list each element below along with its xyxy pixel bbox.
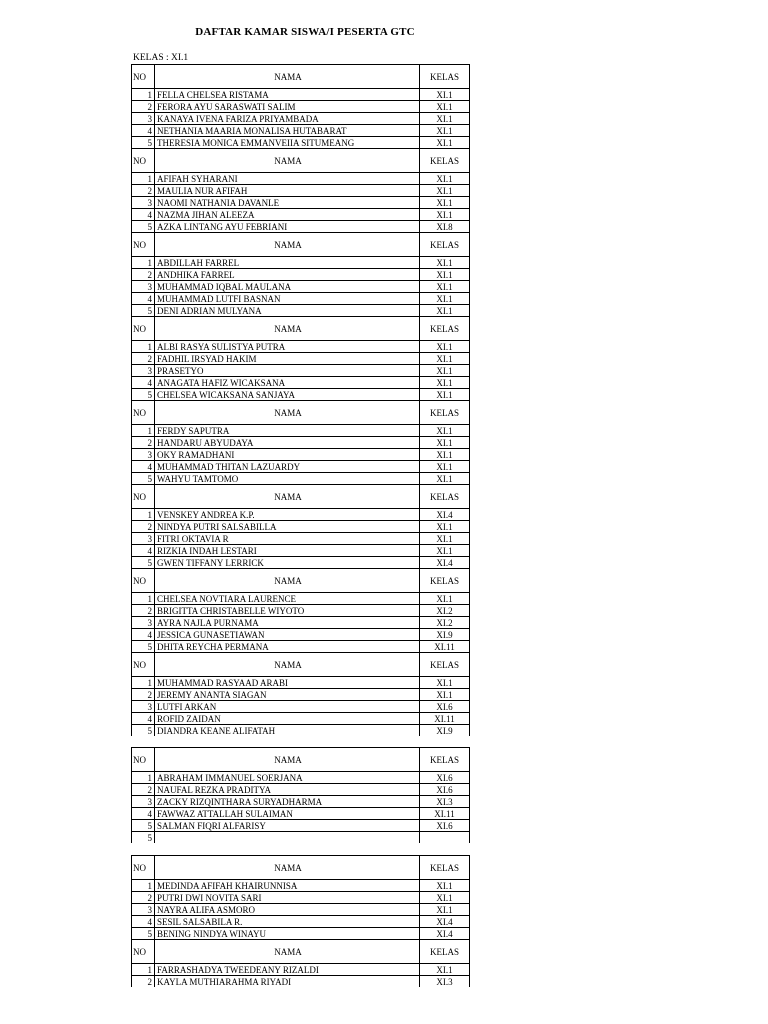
header-nama: NAMA (155, 233, 420, 257)
student-name: KANAYA IVENA FARIZA PRIYAMBADA (155, 113, 420, 125)
row-number: 3 (132, 113, 155, 125)
table-header-row (132, 149, 470, 173)
student-class: XI.1 (420, 137, 470, 149)
room-table (131, 568, 470, 652)
table-row (132, 257, 470, 269)
row-number: 5 (132, 389, 155, 401)
student-name: ROFID ZAIDAN (155, 713, 420, 725)
table-row (132, 916, 470, 928)
student-class: XI.1 (420, 593, 470, 605)
table-row (132, 677, 470, 689)
table-row (132, 629, 470, 641)
header-nama: NAMA (155, 653, 420, 677)
table-row (132, 557, 470, 569)
room-table (131, 939, 470, 987)
student-class: XI.1 (420, 964, 470, 976)
row-number: 1 (132, 772, 155, 784)
student-name: JEREMY ANANTA SIAGAN (155, 689, 420, 701)
student-name: AFIFAH SYHARANI (155, 173, 420, 185)
student-name: FERDY SAPUTRA (155, 425, 420, 437)
student-name: ANDHIKA FARREL (155, 269, 420, 281)
student-name: JESSICA GUNASETIAWAN (155, 629, 420, 641)
row-number: 3 (132, 796, 155, 808)
table-row (132, 209, 470, 221)
header-nama: NAMA (155, 149, 420, 173)
student-name: DHITA REYCHA PERMANA (155, 641, 420, 653)
student-class: XI.2 (420, 605, 470, 617)
room-table (131, 148, 470, 232)
student-class: XI.3 (420, 976, 470, 988)
table-row (132, 533, 470, 545)
row-number: 4 (132, 916, 155, 928)
student-name: BENING NINDYA WINAYU (155, 928, 420, 940)
student-class: XI.1 (420, 281, 470, 293)
table-row (132, 341, 470, 353)
row-number: 3 (132, 701, 155, 713)
student-class: XI.4 (420, 557, 470, 569)
table-header-row (132, 65, 470, 89)
row-number: 2 (132, 437, 155, 449)
table-row (132, 689, 470, 701)
student-name: WAHYU TAMTOMO (155, 473, 420, 485)
header-kelas: KELAS (420, 149, 470, 173)
student-class: XI.6 (420, 784, 470, 796)
table-row (132, 617, 470, 629)
student-class: XI.1 (420, 461, 470, 473)
student-name: RIZKIA INDAH LESTARI (155, 545, 420, 557)
student-class: XI.4 (420, 928, 470, 940)
table-row (132, 89, 470, 101)
table-row (132, 425, 470, 437)
table-row (132, 473, 470, 485)
row-number: 2 (132, 101, 155, 113)
row-number: 2 (132, 269, 155, 281)
header-no: NO (132, 748, 155, 772)
table-row (132, 281, 470, 293)
room-table (131, 232, 470, 316)
student-name: ABRAHAM IMMANUEL SOERJANA (155, 772, 420, 784)
header-no: NO (132, 149, 155, 173)
student-class: XI.1 (420, 257, 470, 269)
student-name: SALMAN FIQRI ALFARISY (155, 820, 420, 832)
student-name (155, 832, 420, 844)
header-kelas: KELAS (420, 569, 470, 593)
table-row (132, 137, 470, 149)
student-class: XI.1 (420, 880, 470, 892)
table-row (132, 521, 470, 533)
row-number: 2 (132, 605, 155, 617)
header-kelas: KELAS (420, 485, 470, 509)
header-nama: NAMA (155, 940, 420, 964)
student-class (420, 832, 470, 844)
student-class: XI.1 (420, 305, 470, 317)
row-number: 5 (132, 221, 155, 233)
table-row (132, 185, 470, 197)
student-name: NAUFAL REZKA PRADITYA (155, 784, 420, 796)
header-no: NO (132, 317, 155, 341)
student-name: NINDYA PUTRI SALSABILLA (155, 521, 420, 533)
row-number: 4 (132, 545, 155, 557)
student-name: FAWWAZ ATTALLAH SULAIMAN (155, 808, 420, 820)
table-row (132, 808, 470, 820)
table-row (132, 796, 470, 808)
header-no: NO (132, 485, 155, 509)
table-header-row (132, 940, 470, 964)
header-kelas: KELAS (420, 653, 470, 677)
table-row (132, 509, 470, 521)
header-no: NO (132, 401, 155, 425)
student-class: XI.6 (420, 772, 470, 784)
student-class: XI.1 (420, 89, 470, 101)
student-class: XI.1 (420, 892, 470, 904)
student-class: XI.3 (420, 796, 470, 808)
table-row (132, 784, 470, 796)
row-number: 4 (132, 293, 155, 305)
row-number: 1 (132, 509, 155, 521)
student-class: XI.1 (420, 185, 470, 197)
table-row (132, 305, 470, 317)
student-class: XI.1 (420, 545, 470, 557)
header-no: NO (132, 65, 155, 89)
row-number: 3 (132, 281, 155, 293)
row-number: 3 (132, 617, 155, 629)
student-name: FITRI OKTAVIA R (155, 533, 420, 545)
row-number: 1 (132, 964, 155, 976)
header-kelas: KELAS (420, 65, 470, 89)
student-name: NAOMI NATHANIA DAVANLE (155, 197, 420, 209)
student-name: CHELSEA WICAKSANA SANJAYA (155, 389, 420, 401)
student-name: FELLA CHELSEA RISTAMA (155, 89, 420, 101)
student-class: XI.6 (420, 820, 470, 832)
student-name: LUTFI ARKAN (155, 701, 420, 713)
header-nama: NAMA (155, 317, 420, 341)
table-row (132, 772, 470, 784)
row-number: 4 (132, 461, 155, 473)
row-number: 1 (132, 593, 155, 605)
table-row (132, 449, 470, 461)
student-class: XI.1 (420, 437, 470, 449)
student-class: XI.1 (420, 113, 470, 125)
table-row (132, 293, 470, 305)
row-number: 1 (132, 257, 155, 269)
student-name: THERESIA MONICA EMMANVEIIA SITUMEANG (155, 137, 420, 149)
student-name: AYRA NAJLA PURNAMA (155, 617, 420, 629)
student-name: GWEN TIFFANY LERRICK (155, 557, 420, 569)
table-row (132, 269, 470, 281)
student-class: XI.9 (420, 629, 470, 641)
table-row (132, 461, 470, 473)
header-nama: NAMA (155, 65, 420, 89)
student-class: XI.1 (420, 293, 470, 305)
student-name: MUHAMMAD RASYAAD ARABI (155, 677, 420, 689)
student-class: XI.11 (420, 713, 470, 725)
header-kelas: KELAS (420, 856, 470, 880)
table-row (132, 964, 470, 976)
student-name: NAYRA ALIFA ASMORO (155, 904, 420, 916)
row-number: 1 (132, 89, 155, 101)
student-name: NAZMA JIHAN ALEEZA (155, 209, 420, 221)
table-row (132, 892, 470, 904)
student-class: XI.1 (420, 904, 470, 916)
student-name: NETHANIA MAARIA MONALISA HUTABARAT (155, 125, 420, 137)
header-nama: NAMA (155, 856, 420, 880)
row-number: 5 (132, 928, 155, 940)
student-class: XI.1 (420, 125, 470, 137)
header-kelas: KELAS (420, 748, 470, 772)
table-header-row (132, 401, 470, 425)
table-header-row (132, 233, 470, 257)
row-number: 1 (132, 173, 155, 185)
student-name: CHELSEA NOVTIARA LAURENCE (155, 593, 420, 605)
student-name: ZACKY RIZQINTHARA SURYADHARMA (155, 796, 420, 808)
header-kelas: KELAS (420, 317, 470, 341)
room-table (131, 484, 470, 568)
student-class: XI.4 (420, 916, 470, 928)
table-row (132, 101, 470, 113)
student-name: VENSKEY ANDREA K.P. (155, 509, 420, 521)
row-number: 3 (132, 904, 155, 916)
table-row (132, 593, 470, 605)
student-class: XI.6 (420, 701, 470, 713)
student-name: MUHAMMAD LUTFI BASNAN (155, 293, 420, 305)
student-class: XI.1 (420, 389, 470, 401)
student-class: XI.8 (420, 221, 470, 233)
room-table (131, 64, 470, 148)
row-number: 3 (132, 533, 155, 545)
table-row (132, 173, 470, 185)
header-no: NO (132, 653, 155, 677)
table-row (132, 820, 470, 832)
table-row (132, 125, 470, 137)
row-number: 2 (132, 521, 155, 533)
student-name: HANDARU ABYUDAYA (155, 437, 420, 449)
table-row (132, 197, 470, 209)
table-header-row (132, 748, 470, 772)
header-nama: NAMA (155, 401, 420, 425)
student-class: XI.2 (420, 617, 470, 629)
table-row (132, 976, 470, 988)
room-table (131, 855, 470, 939)
student-name: ABDILLAH FARREL (155, 257, 420, 269)
student-class: XI.1 (420, 425, 470, 437)
header-nama: NAMA (155, 748, 420, 772)
table-row (132, 701, 470, 713)
row-number: 3 (132, 365, 155, 377)
table-header-row (132, 856, 470, 880)
student-class: XI.1 (420, 173, 470, 185)
student-class: XI.1 (420, 101, 470, 113)
student-name: PRASETYO (155, 365, 420, 377)
student-class: XI.1 (420, 269, 470, 281)
table-row (132, 221, 470, 233)
student-name: ANAGATA HAFIZ WICAKSANA (155, 377, 420, 389)
student-class: XI.11 (420, 808, 470, 820)
student-name: ALBI RASYA SULISTYA PUTRA (155, 341, 420, 353)
row-number: 5 (132, 725, 155, 737)
row-number: 3 (132, 197, 155, 209)
row-number: 4 (132, 808, 155, 820)
student-class: XI.1 (420, 209, 470, 221)
student-class: XI.1 (420, 341, 470, 353)
table-row (132, 832, 470, 844)
row-number: 5 (132, 820, 155, 832)
row-number: 5 (132, 137, 155, 149)
table-row (132, 713, 470, 725)
student-class: XI.11 (420, 641, 470, 653)
student-class: XI.4 (420, 509, 470, 521)
row-number: 1 (132, 677, 155, 689)
student-class: XI.1 (420, 473, 470, 485)
table-row (132, 389, 470, 401)
header-kelas: KELAS (420, 233, 470, 257)
table-row (132, 113, 470, 125)
header-no: NO (132, 569, 155, 593)
table-row (132, 904, 470, 916)
student-class: XI.1 (420, 677, 470, 689)
student-class: XI.1 (420, 377, 470, 389)
student-name: AZKA LINTANG AYU FEBRIANI (155, 221, 420, 233)
row-number: 3 (132, 449, 155, 461)
room-table (131, 400, 470, 484)
row-number: 4 (132, 377, 155, 389)
row-number: 2 (132, 689, 155, 701)
student-class: XI.9 (420, 725, 470, 737)
row-number: 4 (132, 209, 155, 221)
table-header-row (132, 653, 470, 677)
header-kelas: KELAS (420, 940, 470, 964)
table-row (132, 353, 470, 365)
header-kelas: KELAS (420, 401, 470, 425)
header-no: NO (132, 233, 155, 257)
page-title: DAFTAR KAMAR SISWA/I PESERTA GTC (195, 26, 415, 38)
row-number: 1 (132, 425, 155, 437)
table-row (132, 641, 470, 653)
row-number: 4 (132, 629, 155, 641)
header-no: NO (132, 940, 155, 964)
table-header-row (132, 569, 470, 593)
header-no: NO (132, 856, 155, 880)
student-name: KAYLA MUTHIARAHMA RIYADI (155, 976, 420, 988)
row-number: 2 (132, 185, 155, 197)
row-number: 5 (132, 832, 155, 844)
row-number: 2 (132, 784, 155, 796)
row-number: 2 (132, 976, 155, 988)
student-name: SESIL SALSABILA R. (155, 916, 420, 928)
header-nama: NAMA (155, 485, 420, 509)
room-table (131, 747, 470, 843)
table-row (132, 365, 470, 377)
student-name: DENI ADRIAN MULYANA (155, 305, 420, 317)
student-name: OKY RAMADHANI (155, 449, 420, 461)
student-class: XI.1 (420, 521, 470, 533)
row-number: 5 (132, 305, 155, 317)
row-number: 1 (132, 341, 155, 353)
kelas-label: KELAS : XI.1 (133, 53, 189, 63)
header-nama: NAMA (155, 569, 420, 593)
student-name: FADHIL IRSYAD HAKIM (155, 353, 420, 365)
room-table (131, 652, 470, 736)
table-header-row (132, 317, 470, 341)
student-class: XI.1 (420, 353, 470, 365)
row-number: 1 (132, 880, 155, 892)
student-name: FARRASHADYA TWEEDEANY RIZALDI (155, 964, 420, 976)
row-number: 4 (132, 125, 155, 137)
table-row (132, 880, 470, 892)
table-row (132, 928, 470, 940)
table-row (132, 545, 470, 557)
room-table (131, 316, 470, 400)
row-number: 5 (132, 641, 155, 653)
student-class: XI.1 (420, 533, 470, 545)
table-row (132, 377, 470, 389)
table-header-row (132, 485, 470, 509)
row-number: 2 (132, 353, 155, 365)
table-row (132, 725, 470, 737)
row-number: 4 (132, 713, 155, 725)
student-name: FERORA AYU SARASWATI SALIM (155, 101, 420, 113)
student-name: PUTRI DWI NOVITA SARI (155, 892, 420, 904)
row-number: 2 (132, 892, 155, 904)
row-number: 5 (132, 473, 155, 485)
student-name: MEDINDA AFIFAH KHAIRUNNISA (155, 880, 420, 892)
student-name: MUHAMMAD THITAN LAZUARDY (155, 461, 420, 473)
student-name: DIANDRA KEANE ALIFATAH (155, 725, 420, 737)
student-name: MUHAMMAD IQBAL MAULANA (155, 281, 420, 293)
student-class: XI.1 (420, 689, 470, 701)
student-class: XI.1 (420, 197, 470, 209)
student-class: XI.1 (420, 449, 470, 461)
student-name: BRIGITTA CHRISTABELLE WIYOTO (155, 605, 420, 617)
row-number: 5 (132, 557, 155, 569)
student-class: XI.1 (420, 365, 470, 377)
table-row (132, 437, 470, 449)
student-name: MAULIA NUR AFIFAH (155, 185, 420, 197)
table-row (132, 605, 470, 617)
